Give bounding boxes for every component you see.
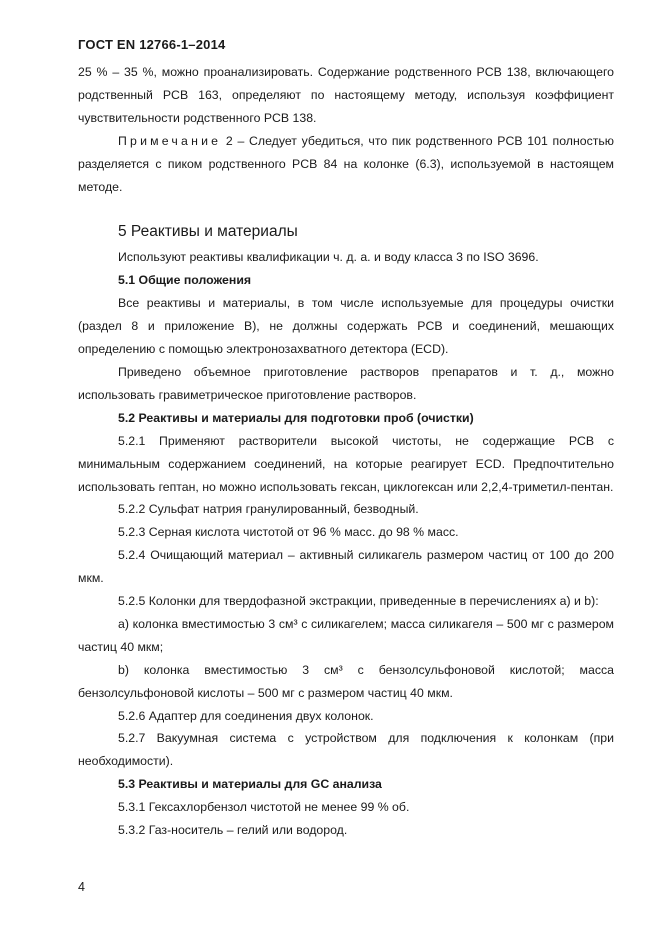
paragraph-5-3-1: 5.3.1 Гексахлорбензол чистотой не менее 99 % об. <box>118 800 410 815</box>
paragraph-5-2-5: 5.2.5 Колонки для твердофазной экстракции, приведенные в перечислениях a) и b): <box>118 594 599 609</box>
paragraph-5-2-7: 5.2.7 Вакуумная система с устройством для подключения к колонкам (при необходимости). <box>78 731 614 769</box>
paragraph-5-2-1: 5.2.1 Применяют растворители высокой чистоты, не содержащие PCB с минимальным содержанием соединений, на которые реагирует ECD. Предпочтительно использовать гептан, но можно использовать гексан, циклогексан или 2,2,4-триметил-пентан. <box>78 433 614 494</box>
paragraph-5-2-2: 5.2.2 Сульфат натрия гранулированный, безводный. <box>118 502 419 517</box>
subsection-5-2-heading: 5.2 Реактивы и материалы для подготовки проб (очистки) <box>118 410 474 425</box>
note-text: 2 – Следует убедиться, что пик родственного PCB 101 полностью разделяется с пиком родственного PCB 84 на колонке (6.3), используемой в настоящем методе. <box>78 133 614 194</box>
note-label: Примечание <box>118 133 222 148</box>
paragraph-continuation: 25 % – 35 %, можно проанализировать. Содержание родственного PCB 138, включающего родственный PCB 163, определяют по настоящему методу, используя коэффициент чувствительности родственного PCB 138. <box>78 65 614 125</box>
section-5-heading: 5 Реактивы и материалы <box>118 223 298 241</box>
paragraph-5-1-b: Приведено объемное приготовление растворов препаратов и т. д., можно использовать гравиметрическое приготовление растворов. <box>78 364 614 402</box>
paragraph-5-1-a: Все реактивы и материалы, в том числе используемые для процедуры очистки (раздел 8 и приложение B), не должны содержать PCB и соединений, мешающих определению с помощью электронозахватного детектора (ECD). <box>78 296 614 357</box>
paragraph-5-2-6: 5.2.6 Адаптер для соединения двух колонок. <box>118 708 374 723</box>
paragraph-5-2-3: 5.2.3 Серная кислота чистотой от 96 % масс. до 98 % масс. <box>118 525 459 540</box>
paragraph-5-3-2: 5.3.2 Газ-носитель – гелий или водород. <box>118 823 348 838</box>
subsection-5-1-heading: 5.1 Общие положения <box>118 273 252 288</box>
document-body <box>78 61 614 842</box>
list-item-a: a) колонка вместимостью 3 см³ с силикагелем; масса силикагеля – 500 мг с размером частиц 40 мкм; <box>78 616 614 654</box>
page-number: 4 <box>78 880 85 894</box>
list-item-b: b) колонка вместимостью 3 см³ с бензолсульфоновой кислотой; масса бензолсульфоновой кислоты – 500 мг с размером частиц 40 мкм. <box>78 662 614 700</box>
paragraph-5-2-4: 5.2.4 Очищающий материал – активный силикагель размером частиц от 100 до 200 мкм. <box>78 548 614 586</box>
section-5-intro: Используют реактивы квалификации ч. д. а. и воду класса 3 по ISO 3696. <box>118 250 539 265</box>
subsection-5-3-heading: 5.3 Реактивы и материалы для GC анализа <box>118 777 382 792</box>
note-2 <box>78 130 614 199</box>
running-header: ГОСТ EN 12766-1–2014 <box>78 37 226 52</box>
